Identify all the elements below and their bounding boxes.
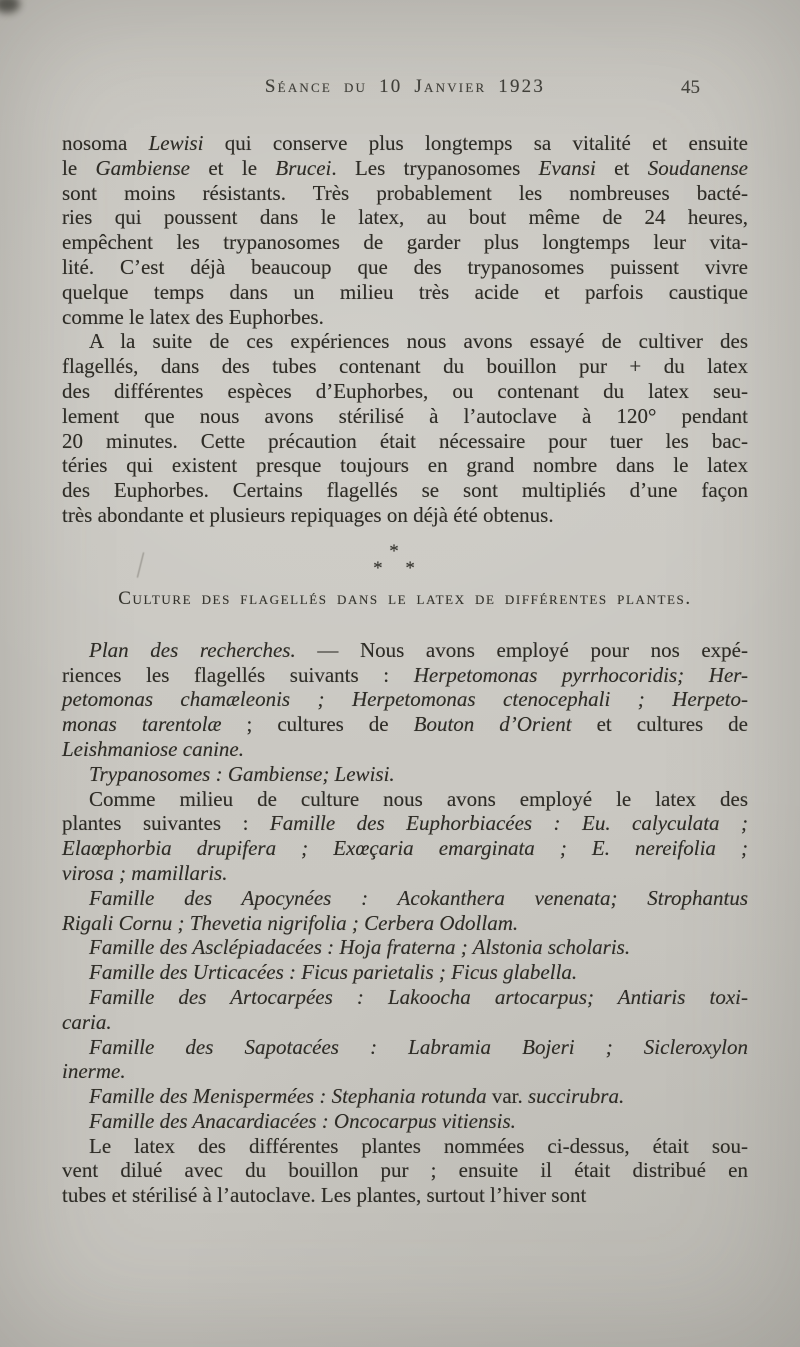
text-line: vent dilué avec du bouillon pur ; ensuite il était distribué en	[62, 1158, 748, 1183]
text-line: A la suite de ces expériences nous avons essayé de cultiver des	[89, 329, 748, 354]
paragraph	[62, 1084, 748, 1109]
section-heading: Culture des flagellés dans le latex de différentes plantes.	[118, 587, 692, 609]
text-line: le Gambiense et le Brucei. Les trypanosomes Evansi et Soudanense	[62, 155, 749, 180]
asterisk-divider	[354, 540, 434, 579]
divider-asterisk-top: *	[389, 540, 399, 562]
text-line: virosa ; mamillaris.	[62, 860, 228, 885]
text-line: monas tarentolæ ; cultures de Bouton d’Orient et cultures de	[62, 712, 748, 737]
paragraph	[62, 985, 748, 1035]
paragraph	[62, 638, 748, 762]
text-line: Famille des Menispermées : Stephania rotunda var. succirubra.	[89, 1084, 625, 1109]
paragraph	[62, 1134, 748, 1208]
text-line: Leishmaniose canine.	[62, 736, 244, 761]
text-line: Famille des Apocynées : Acokanthera venenata; Strophantus	[89, 885, 748, 910]
text-line: Trypanosomes : Gambiense; Lewisi.	[89, 761, 395, 786]
text-line: tubes et stérilisé à l’autoclave. Les plantes, surtout l’hiver sont	[62, 1183, 587, 1208]
paragraph	[62, 1109, 748, 1134]
text-line: flagellés, dans des tubes contenant du bouillon pur + du latex	[62, 354, 748, 379]
paragraph	[62, 131, 748, 329]
text-line: ries qui poussent dans le latex, au bout même de 24 heures,	[62, 205, 748, 230]
text-line: plantes suivantes : Famille des Euphorbiacées : Eu. calyculata ;	[62, 811, 748, 836]
text-line: Famille des Asclépiadacées : Hoja fraterna ; Alstonia scholaris.	[89, 935, 631, 960]
text-line: Le latex des différentes plantes nommées ci-dessus, était sou-	[89, 1133, 748, 1158]
text-line: Famille des Anacardiacées : Oncocarpus vitiensis.	[89, 1108, 516, 1133]
text-line: petomonas chamæleonis ; Herpetomonas ctenocephali ; Herpeto-	[62, 687, 748, 712]
text-line: riences les flagellés suivants : Herpetomonas pyrrhocoridis; Her-	[62, 662, 749, 687]
running-title: Séance du 10 Janvier 1923	[264, 76, 546, 97]
text-line: quelque temps dans un milieu très acide et parfois caustique	[62, 279, 748, 304]
paragraph	[62, 886, 748, 936]
text-line: Comme milieu de culture nous avons employé le latex des	[89, 786, 748, 811]
text-line: Plan des recherches. — Nous avons employé pour nos expé-	[89, 637, 748, 662]
text-line: lement que nous avons stérilisé à l’autoclave à 120° pendant	[62, 403, 748, 428]
text-line: des différentes espèces d’Euphorbes, ou contenant du latex seu-	[62, 378, 748, 403]
page-header	[62, 76, 748, 102]
text-line: sont moins résistants. Très probablement les nombreuses bacté-	[62, 180, 748, 205]
text-line: Famille des Artocarpées : Lakoocha artocarpus; Antiaris toxi-	[89, 984, 748, 1009]
text-line: téries qui existent presque toujours en grand nombre dans le latex	[62, 453, 748, 478]
divider-asterisk-bottom: * *	[373, 557, 424, 579]
text-line: lité. C’est déjà beaucoup que des trypanosomes puissent vivre	[62, 254, 748, 279]
text-line: empêchent les trypanosomes de garder plus longtemps leur vita-	[62, 230, 748, 255]
paragraph	[62, 1035, 748, 1085]
paragraph	[62, 329, 748, 527]
text-line: Famille des Urticacées : Ficus parietalis ; Ficus glabella.	[89, 960, 578, 985]
text-line: caria.	[62, 1009, 112, 1034]
paragraph	[62, 762, 748, 787]
paragraph	[62, 960, 748, 985]
text-line: inerme.	[62, 1059, 126, 1084]
text-line: 20 minutes. Cette précaution était nécessaire pour tuer les bac-	[62, 428, 748, 453]
text-line: nosoma Lewisi qui conserve plus longtemps sa vitalité et ensuite	[62, 131, 748, 155]
paragraph	[62, 787, 748, 886]
scan-corner-smudge	[0, 0, 20, 13]
paragraph	[62, 935, 748, 960]
text-line: comme le latex des Euphorbes.	[62, 304, 324, 329]
text-line: Rigali Cornu ; Thevetia nigrifolia ; Cerbera Odollam.	[62, 910, 519, 935]
text-block	[62, 131, 748, 1208]
text-line: Elaœphorbia drupifera ; Exœçaria emarginata ; E. nereifolia ;	[62, 836, 748, 861]
text-line: Famille des Sapotacées : Labramia Bojeri ; Sicleroxylon	[89, 1034, 748, 1059]
text-line: des Euphorbes. Certains flagellés se sont multipliés d’une façon	[62, 478, 748, 503]
text-line: très abondante et plusieurs repiquages on déjà été obtenus.	[62, 502, 554, 527]
page-number: 45	[681, 77, 700, 98]
